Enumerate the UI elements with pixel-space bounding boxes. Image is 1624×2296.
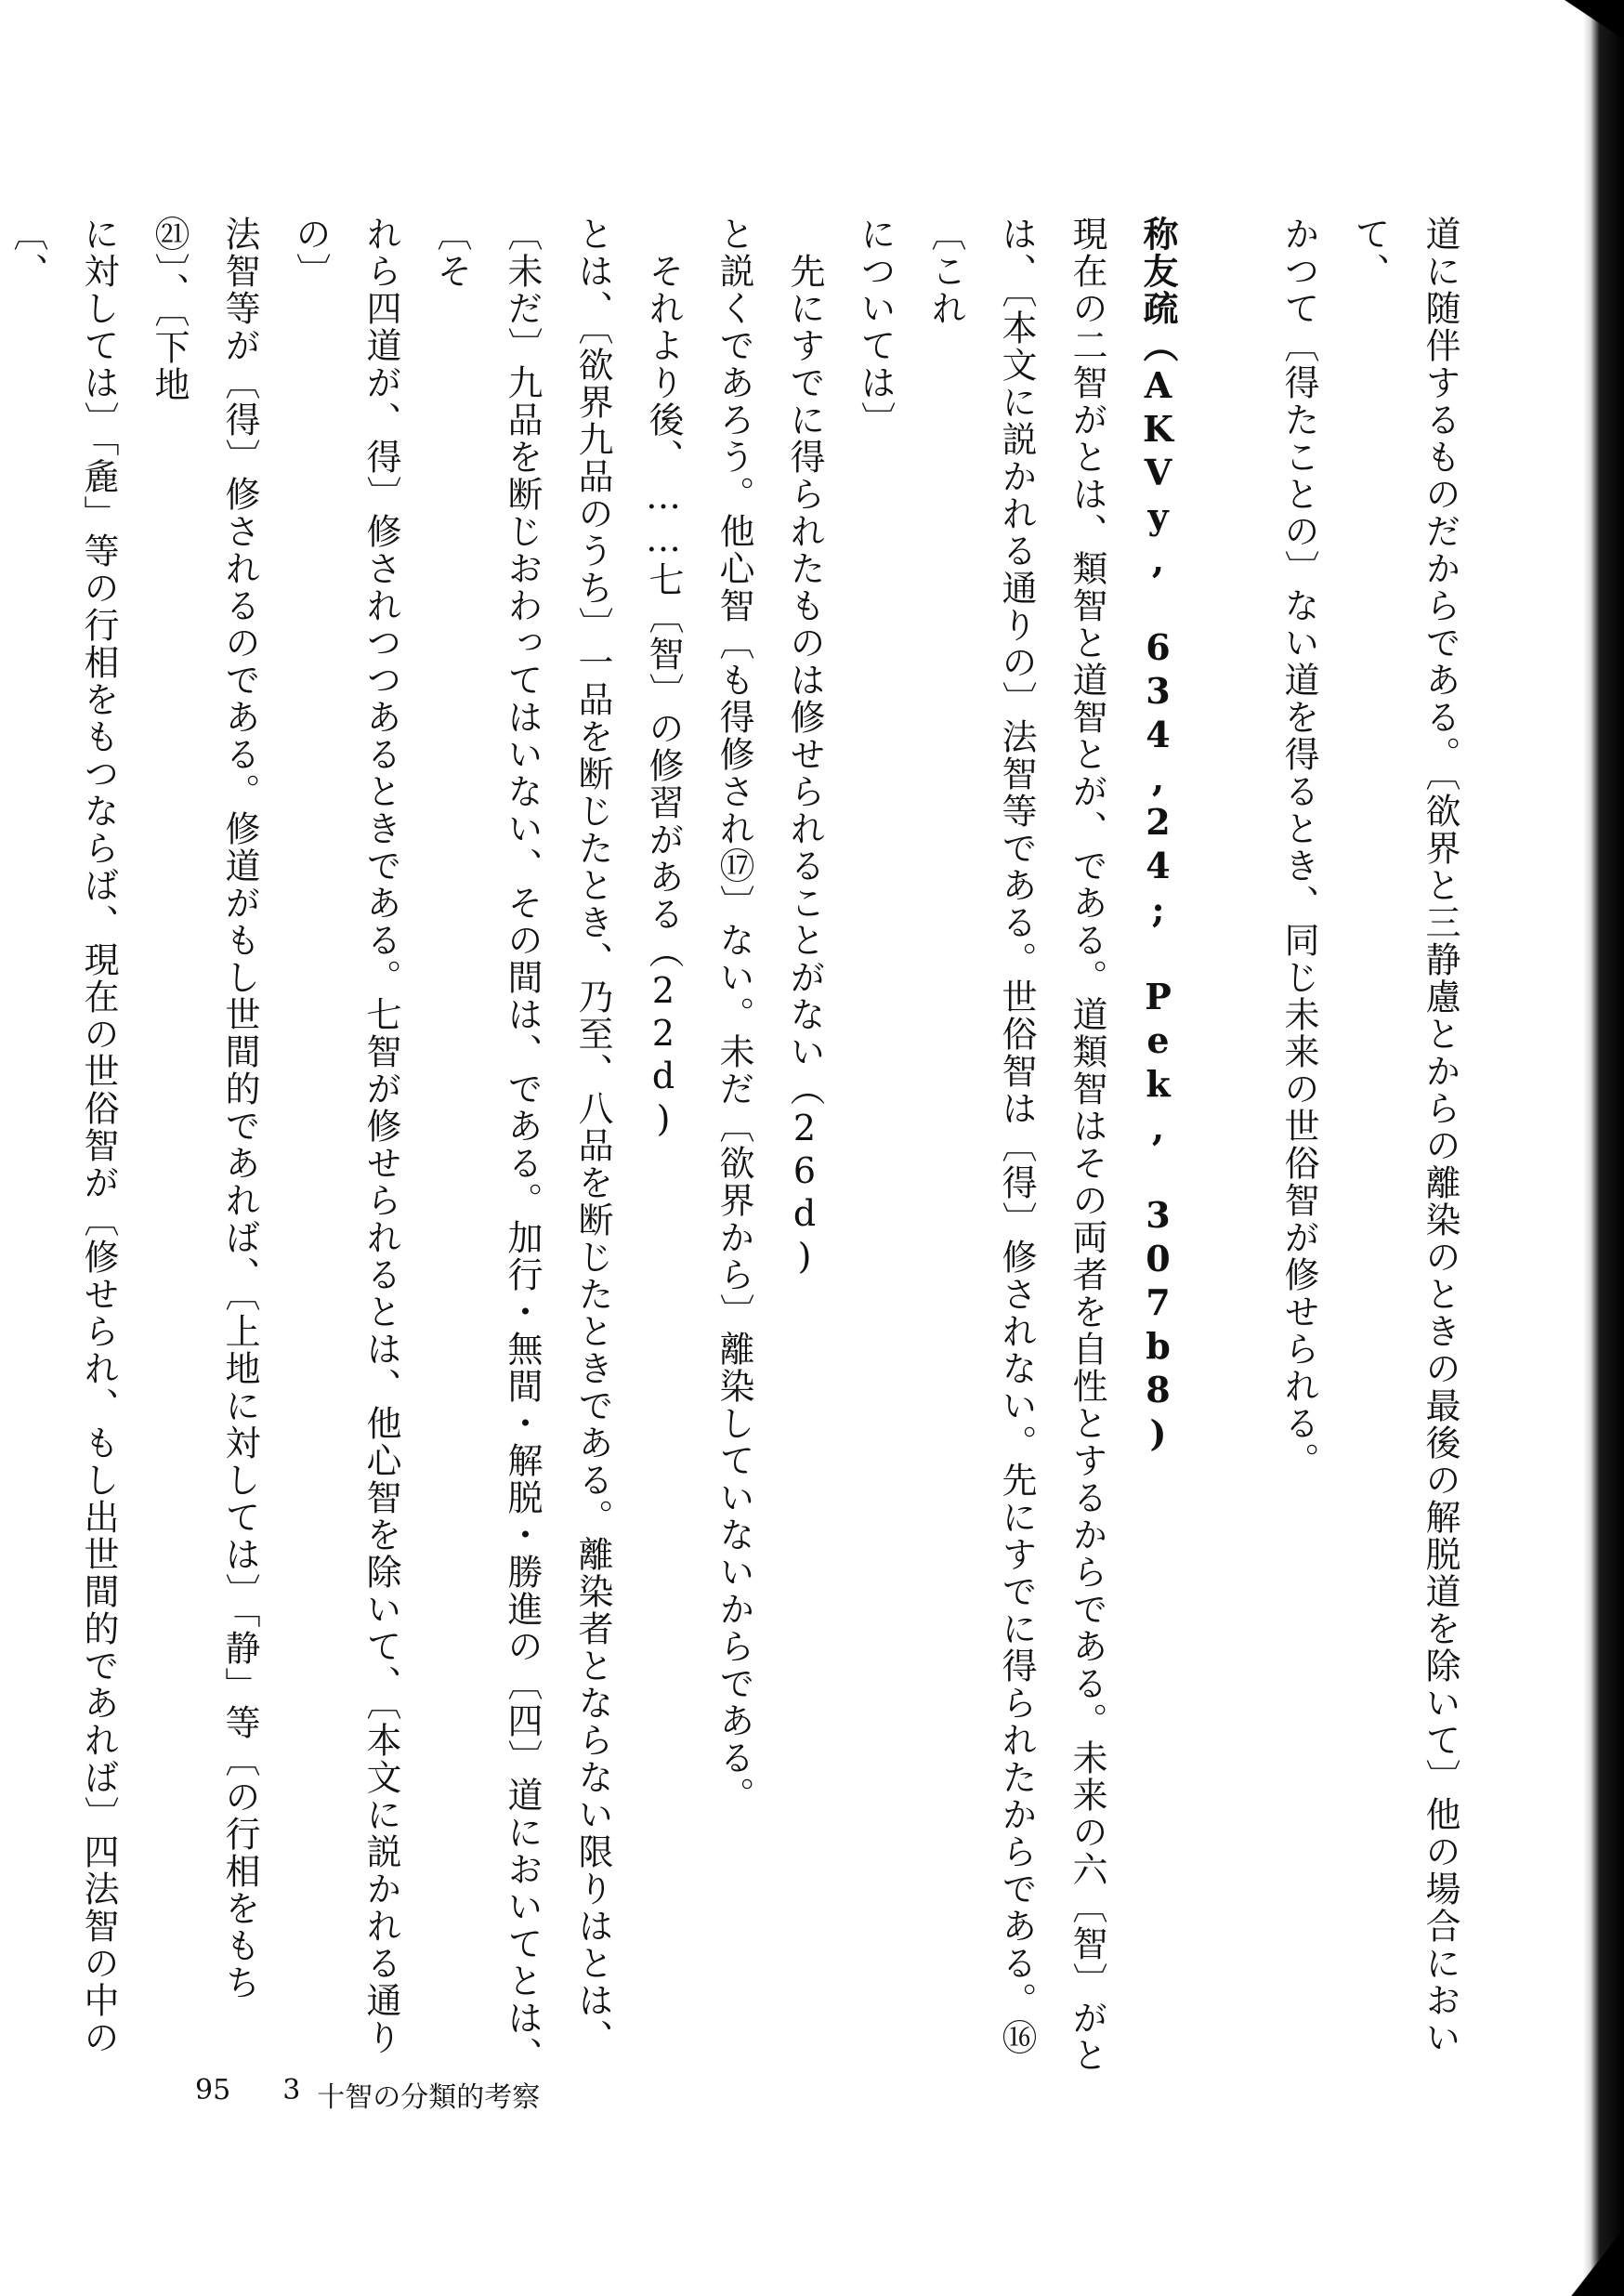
page-footer [195,2074,540,2115]
text-line: れら四道が、得〕修されつつあるときである。七智が修せられるとは、他心智を除いて、〔本文に説かれる通りの〕 [290,216,401,2056]
text-line: 道に随伴するものだからである。〔欲界と三静慮とからの離染のときの最後の解脱道を除いて〕他の場合において、 [1349,216,1460,2056]
text-line: 〔未だ〕九品を断じおわってはいない、その間は、である。加行・無間・解脱・勝進の〔四〕道においてとは、〔そ [431,216,543,2074]
text-line: と説くであろう。他心智〔も得修され⑰〕ない。未だ〔欲界から〕離染していないからである。 [714,216,754,1814]
section-heading: 称友疏（AKVy, 634,24; Pek, 307b8) [1137,216,1179,1456]
quoted-verse: それより後、……七〔智〕の修習がある（22d) [643,216,684,1141]
text-line: に対しては〕「麁」等の行相をもつならば、現在の世俗智が〔修せられ、もし出世間的であれば〕四法智の中の〔、 [7,216,119,2056]
chapter-title: 十智の分類的考察 [317,2081,541,2114]
scan-corner-bottom [1559,2212,1624,2296]
scan-corner-top [1540,0,1624,56]
text-line: とは、〔欲界九品のうち〕一品を断じたとき、乃至、八品を断じたときである。離染者とならない限りはとは、 [572,216,613,2056]
text-line: については〕 [855,216,896,439]
text-line: 法智等が〔得〕修されるのである。修道がもし世間的であれば、〔上地に対しては〕「静」等〔の行相をもち㉑〕、〔下地 [149,216,260,2001]
scan-edge [1583,0,1624,2296]
quoted-verse: 先にすでに得られたものは修せられることがない（26d) [784,216,825,1279]
vertical-text-body [7,216,1475,2083]
text-line-blank [1193,216,1264,2083]
running-head [282,2074,540,2115]
text-line: かつて〔得たことの〕ない道を得るとき、同じ未来の世俗智が修せられる。 [1278,216,1319,1479]
page-number: 95 [195,2074,231,2106]
text-line: 現在の二智がとは、類智と道智とが、である。道類智はその両者を自性とするからである。未来の六〔智〕がと [1067,216,1107,2074]
chapter-number: 3 [282,2074,301,2106]
text-line: は、〔本文に説かれる通りの〕法智等である。世俗智は〔得〕修されない。先にすでに得られたからである。⑯〔これ [925,216,1037,2056]
